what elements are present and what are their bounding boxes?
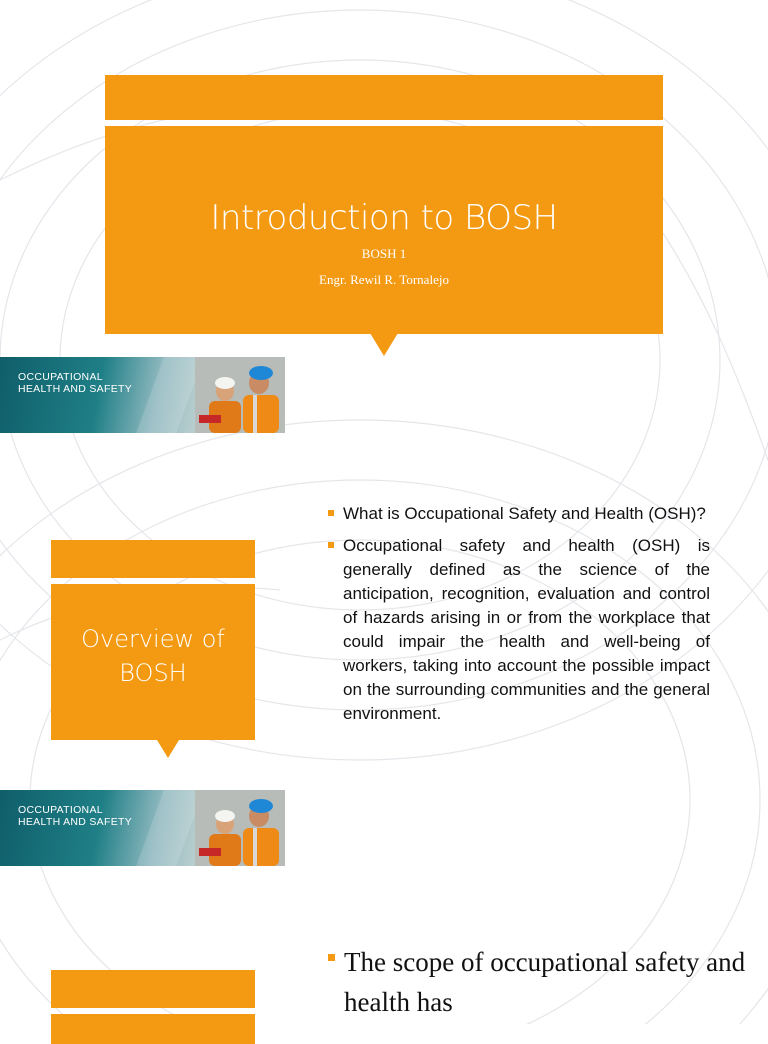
bullet-text: What is Occupational Safety and Health (OSH)?: [343, 504, 706, 523]
overview-top-bar: [51, 540, 255, 578]
bullet-square-icon: [328, 954, 335, 961]
title-top-bar: [105, 75, 663, 120]
bullet-item: [328, 534, 710, 726]
overview-box-pointer: [157, 740, 179, 758]
banner-line-2: HEALTH AND SAFETY: [18, 816, 133, 828]
bullet-item: [328, 942, 748, 1022]
banner-line-2: HEALTH AND SAFETY: [18, 383, 133, 395]
slide-title: Introduction to BOSH: [210, 198, 558, 238]
bullet-item: [328, 502, 710, 526]
workers-photo: [195, 357, 285, 433]
title-box-pointer: [370, 333, 398, 356]
banner-line-1: OCCUPATIONAL: [18, 371, 103, 383]
overview-title-line-2: BOSH: [119, 659, 187, 687]
workers-photo: [195, 790, 285, 866]
bullet-square-icon: [328, 542, 334, 548]
osh-banner-image: [0, 357, 285, 433]
bullet-text: Occupational safety and health (OSH) is generally defined as the science of the anticipation, recognition, evaluation and control of hazards arising in or from the workplace that could impair the health and well-being of workers, taking into account the possible impact on the surrounding communities and the general environment.: [343, 536, 710, 723]
author-name: Engr. Rewil R. Tornalejo: [319, 272, 449, 287]
scope-bullet-list: [328, 942, 748, 1022]
banner-stripe: [136, 357, 204, 433]
slide-subtitle: BOSH 1: [361, 246, 407, 261]
overview-title: [51, 622, 255, 690]
osh-bullet-list: [328, 502, 710, 734]
banner-line-1: OCCUPATIONAL: [18, 804, 103, 816]
scope-box: [51, 1014, 255, 1044]
scope-top-bar: [51, 970, 255, 1008]
banner-text: [18, 804, 132, 828]
bullet-text: The scope of occupational safety and health has: [344, 947, 746, 1017]
osh-banner-image: [0, 790, 285, 866]
banner-stripe: [136, 790, 204, 866]
bullet-square-icon: [328, 510, 334, 516]
overview-title-line-1: Overview of: [81, 625, 225, 653]
banner-text: [18, 371, 132, 395]
